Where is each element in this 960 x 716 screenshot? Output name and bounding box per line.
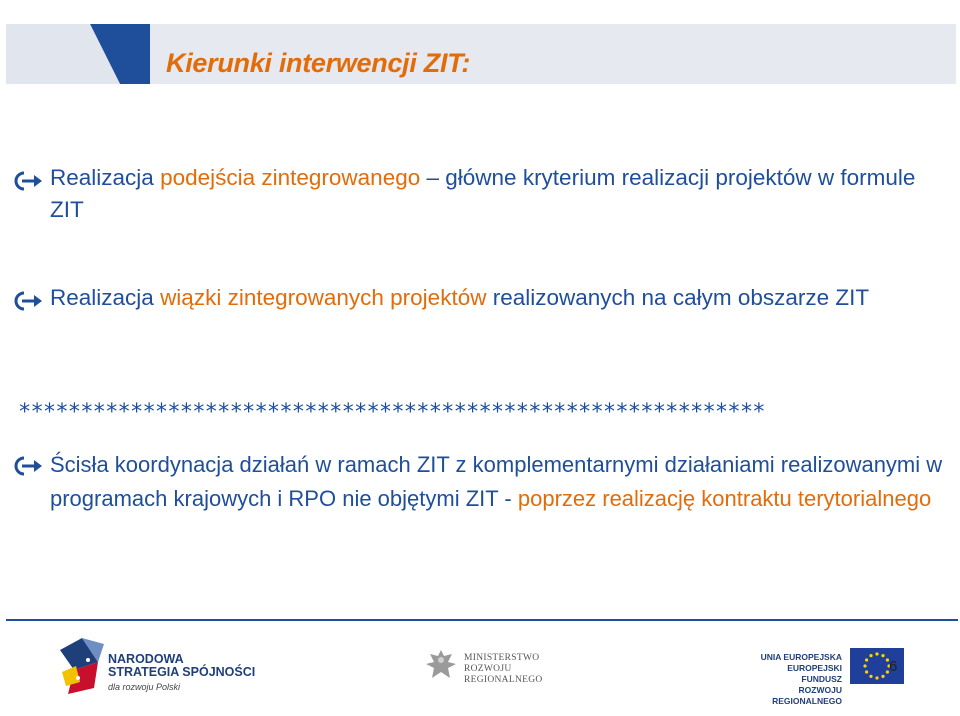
arrow-bullet-icon	[14, 290, 44, 312]
point-3-text-a: Ścisła koordynacja działań w ramach ZIT z komplementarnymi działaniami realizowanymi w programach krajowych i RPO nie objętymi ZIT -	[50, 452, 943, 511]
point-1	[50, 162, 950, 226]
eu-logo-text	[752, 652, 842, 707]
mrr-line2: ROZWOJU	[464, 664, 512, 674]
ue-line3: ROZWOJU REGIONALNEGO	[772, 685, 842, 706]
mrr-line1: MINISTERSTWO	[464, 653, 540, 663]
point-1-text-b: podejścia zintegrowanego	[160, 165, 421, 190]
point-2	[50, 282, 950, 314]
point-1-text-c: – główne kryterium realizacji projektów w formule ZIT	[50, 165, 916, 222]
page-number: 6	[889, 658, 898, 675]
nss-line2: STRATEGIA SPÓJNOŚCI	[108, 665, 256, 679]
arrow-bullet-icon	[14, 455, 44, 477]
point-3	[50, 448, 950, 516]
ministry-logo-text	[464, 653, 543, 686]
point-2-text-c: realizowanych na całym obszarze ZIT	[486, 285, 870, 310]
footer-divider	[6, 619, 958, 621]
nss-logo-text	[108, 653, 255, 679]
point-2-text-a: Realizacja	[50, 285, 161, 310]
mrr-line3: REGIONALNEGO	[464, 675, 543, 685]
page-title: Kierunki interwencji ZIT:	[166, 48, 471, 78]
eagle-emblem-icon	[424, 648, 458, 684]
header-bar	[0, 22, 960, 86]
separator-stars: ************************************************************	[18, 400, 765, 425]
ue-line2: EUROPEJSKI FUNDUSZ	[787, 663, 842, 684]
nss-logo-subtitle: dla rozwoju Polski	[108, 682, 181, 692]
arrow-bullet-icon	[14, 170, 44, 192]
point-2-text-b: wiązki zintegrowanych projektów	[160, 285, 487, 310]
ue-line1: UNIA EUROPEJSKA	[760, 652, 842, 662]
point-3-text-b: poprzez realizację kontraktu terytorialnego	[517, 486, 932, 511]
point-1-text-a: Realizacja	[50, 165, 161, 190]
nss-line1: NARODOWA	[108, 652, 184, 666]
